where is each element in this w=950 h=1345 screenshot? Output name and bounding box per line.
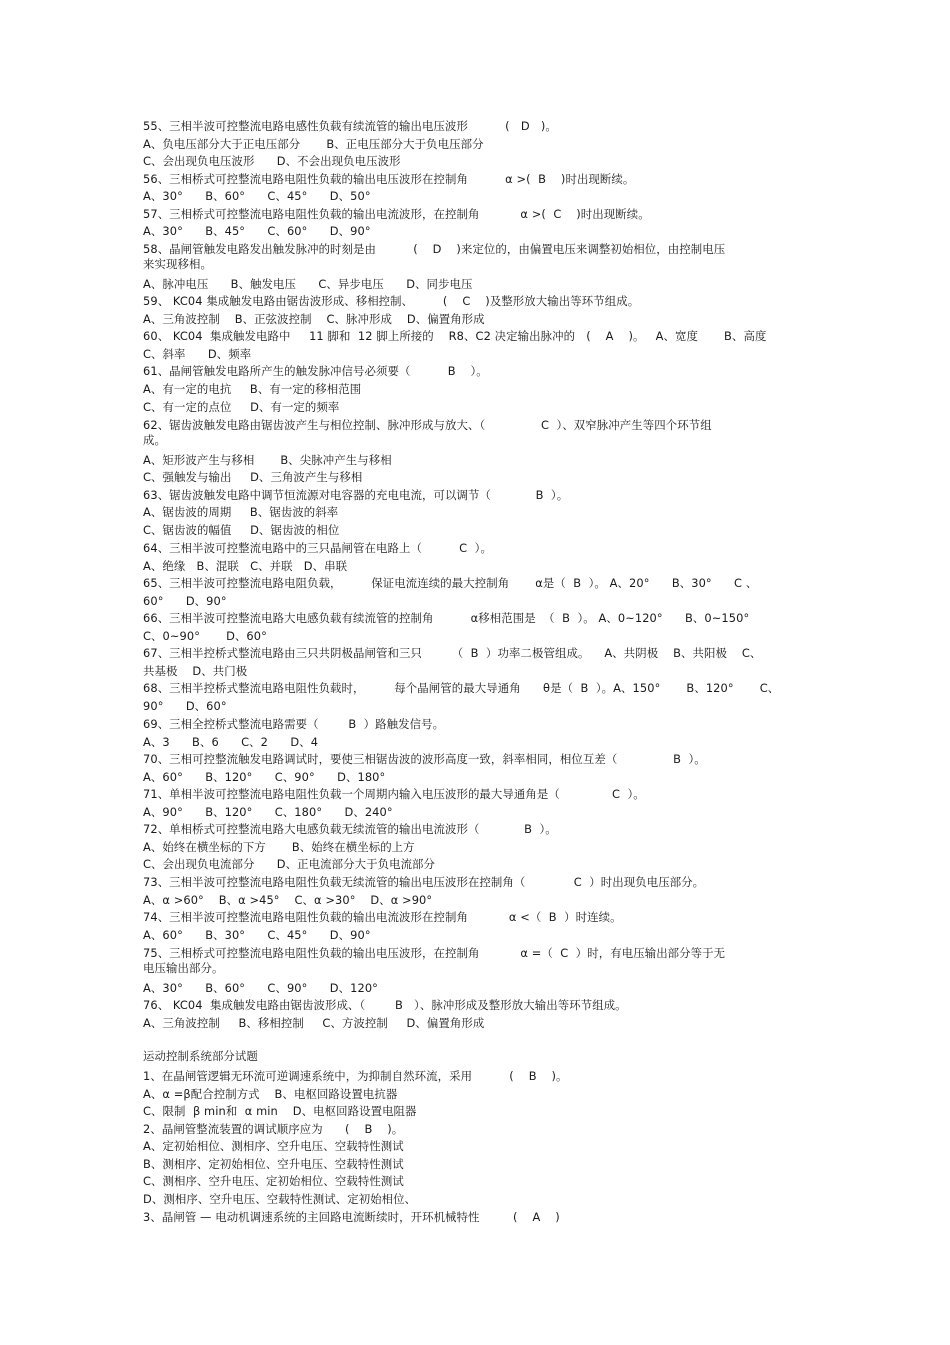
question-76: 76、 KC04 集成触发电路由锯齿波形成、（ B ）、脉冲形成及整形放大输出等环节组成。	[143, 998, 627, 1012]
question-69-options: A、3 B、6 C、2 D、4	[143, 735, 319, 749]
question-59: 59、 KC04 集成触发电路由锯齿波形成、移相控制、 ( C )及整形放大输出等环节组成。	[143, 294, 640, 308]
question-59-options: A、三角波控制 B、正弦波控制 C、脉冲形成 D、偏置角形成	[143, 312, 485, 326]
motion-question-1-options-cd: C、限制 β min和 α min D、电枢回路设置电阻器	[143, 1104, 417, 1118]
question-72-options-ab: A、始终在横坐标的下方 B、始终在横坐标的上方	[143, 840, 415, 854]
question-62: 62、锯齿波触发电路由锯齿波产生与相位控制、脉冲形成与放大、（ C ）、双窄脉冲产生等四个环节组	[143, 418, 712, 432]
question-64-options: A、绝缘 B、混联 C、并联 D、串联	[143, 559, 348, 573]
question-75: 75、三相桥式可控整流电路电阻性负载的输出电压波形，在控制角 α =（ C ）时，有电压输出部分等于无	[143, 946, 726, 960]
motion-question-1: 1、在晶闸管逻辑无环流可逆调速系统中，为抑制自然环流，采用 ( B )。	[143, 1069, 568, 1083]
question-74: 74、三相半波可控整流电路电阻性负载的输出电流波形在控制角 α <（ B ）时连续。	[143, 910, 622, 924]
question-72: 72、单相桥式可控整流电路大电感负载无续流管的输出电流波形（ B ）。	[143, 822, 557, 836]
question-65: 65、三相半波可控整流电路电阻负载， 保证电流连续的最大控制角 α是（ B ）。 A、20° B、30° C 、	[143, 576, 758, 590]
question-63-options-cd: C、锯齿波的幅值 D、锯齿波的相位	[143, 523, 340, 537]
question-71: 71、单相半波可控整流电路电阻性负载一个周期内输入电压波形的最大导通角是（ C ）。	[143, 787, 645, 801]
motion-question-3: 3、晶闸管 — 电动机调速系统的主回路电流断续时，开环机械特性 ( A )	[143, 1210, 560, 1224]
question-65-continued: 60° D、90°	[143, 594, 227, 608]
motion-question-2-option-d: D、测相序、空升电压、空载特性测试、定初始相位、	[143, 1192, 417, 1206]
question-66: 66、三相半波可控整流电路大电感负载有续流管的控制角 α移相范围是 （ B ）。 A、0~120° B、0~150°	[143, 611, 750, 625]
question-56: 56、三相桥式可控整流电路电阻性负载的输出电压波形在控制角 α >( B )时出现断续。	[143, 172, 635, 186]
question-63: 63、锯齿波触发电路中调节恒流源对电容器的充电电流，可以调节（ B ）。	[143, 488, 569, 502]
motion-question-2-option-a: A、定初始相位、测相序、空升电压、空载特性测试	[143, 1139, 404, 1153]
question-68: 68、三相半控桥式整流电路电阻性负载时， 每个晶闸管的最大导通角 θ是（ B ）。A、150° B、120° C、	[143, 681, 780, 695]
question-55: 55、三相半波可控整流电路电感性负载有续流管的输出电压波形 ( D )。	[143, 119, 557, 133]
question-57-options: A、30° B、45° C、60° D、90°	[143, 224, 371, 238]
question-58: 58、晶闸管触发电路发出触发脉冲的时刻是由 ( D )来定位的，由偏置电压来调整初始相位，由控制电压	[143, 242, 726, 256]
question-62-options-cd: C、强触发与输出 D、三角波产生与移相	[143, 470, 363, 484]
question-60: 60、 KC04 集成触发电路中 11 脚和 12 脚上所接的 R8、C2 决定输出脉冲的 ( A )。 A、宽度 B、高度	[143, 329, 767, 343]
question-69: 69、三相全控桥式整流电路需要（ B ）路触发信号。	[143, 717, 445, 731]
question-74-options: A、60° B、30° C、45° D、90°	[143, 928, 371, 942]
question-67: 67、三相半控桥式整流电路由三只共阴极晶闸管和三只 （ B ）功率二极管组成。 A、共阴极 B、共阳极 C、	[143, 646, 762, 660]
question-64: 64、三相半波可控整流电路中的三只晶闸管在电路上（ C ）。	[143, 541, 492, 555]
question-56-options: A、30° B、60° C、45° D、50°	[143, 189, 371, 203]
question-68-continued: 90° D、60°	[143, 699, 227, 713]
motion-question-2-option-b: B、测相序、定初始相位、空升电压、空载特性测试	[143, 1157, 404, 1171]
question-66-continued: C、0~90° D、60°	[143, 629, 267, 643]
question-70-options: A、60° B、120° C、90° D、180°	[143, 770, 386, 784]
question-63-options-ab: A、锯齿波的周期 B、锯齿波的斜率	[143, 505, 339, 519]
question-76-options: A、三角波控制 B、移相控制 C、方波控制 D、偏置角形成	[143, 1016, 485, 1030]
question-58-continued: 来实现移相。	[143, 257, 212, 271]
question-55-options-cd: C、会出现负电压波形 D、不会出现负电压波形	[143, 154, 401, 168]
question-75-options: A、30° B、60° C、90° D、120°	[143, 981, 378, 995]
question-61: 61、晶闸管触发电路所产生的触发脉冲信号必须要（ B ）。	[143, 364, 488, 378]
motion-question-2-option-c: C、测相序、空升电压、定初始相位、空载特性测试	[143, 1174, 404, 1188]
question-60-options-cd: C、斜率 D、频率	[143, 347, 252, 361]
question-71-options: A、90° B、120° C、180° D、240°	[143, 805, 393, 819]
question-73: 73、三相半波可控整流电路电阻性负载无续流管的输出电压波形在控制角（ C ）时出现负电压部分。	[143, 875, 705, 889]
question-70: 70、三相可控整流触发电路调试时，要使三相锯齿波的波形高度一致，斜率相同，相位互差（ B ）。	[143, 752, 706, 766]
question-62-options-ab: A、矩形波产生与移相 B、尖脉冲产生与移相	[143, 453, 392, 467]
section-heading: 运动控制系统部分试题	[143, 1049, 258, 1063]
question-75-continued: 电压输出部分。	[143, 961, 224, 975]
question-57: 57、三相桥式可控整流电路电阻性负载的输出电流波形，在控制角 α >( C )时出现断续。	[143, 207, 650, 221]
motion-question-1-options-ab: A、α =β配合控制方式 B、电枢回路设置电抗器	[143, 1087, 398, 1101]
question-67-continued: 共基极 D、共门极	[143, 664, 248, 678]
question-62-continued: 成。	[143, 433, 166, 447]
question-58-options: A、脉冲电压 B、触发电压 C、异步电压 D、同步电压	[143, 277, 473, 291]
question-73-options: A、α >60° B、α >45° C、α >30° D、α >90°	[143, 893, 433, 907]
question-72-options-cd: C、会出现负电流部分 D、正电流部分大于负电流部分	[143, 857, 436, 871]
question-55-options-ab: A、负电压部分大于正电压部分 B、正电压部分大于负电压部分	[143, 137, 484, 151]
motion-question-2: 2、晶闸管整流装置的调试顺序应为 ( B )。	[143, 1122, 404, 1136]
question-61-options-cd: C、有一定的点位 D、有一定的频率	[143, 400, 340, 414]
question-61-options-ab: A、有一定的电抗 B、有一定的移相范围	[143, 382, 362, 396]
